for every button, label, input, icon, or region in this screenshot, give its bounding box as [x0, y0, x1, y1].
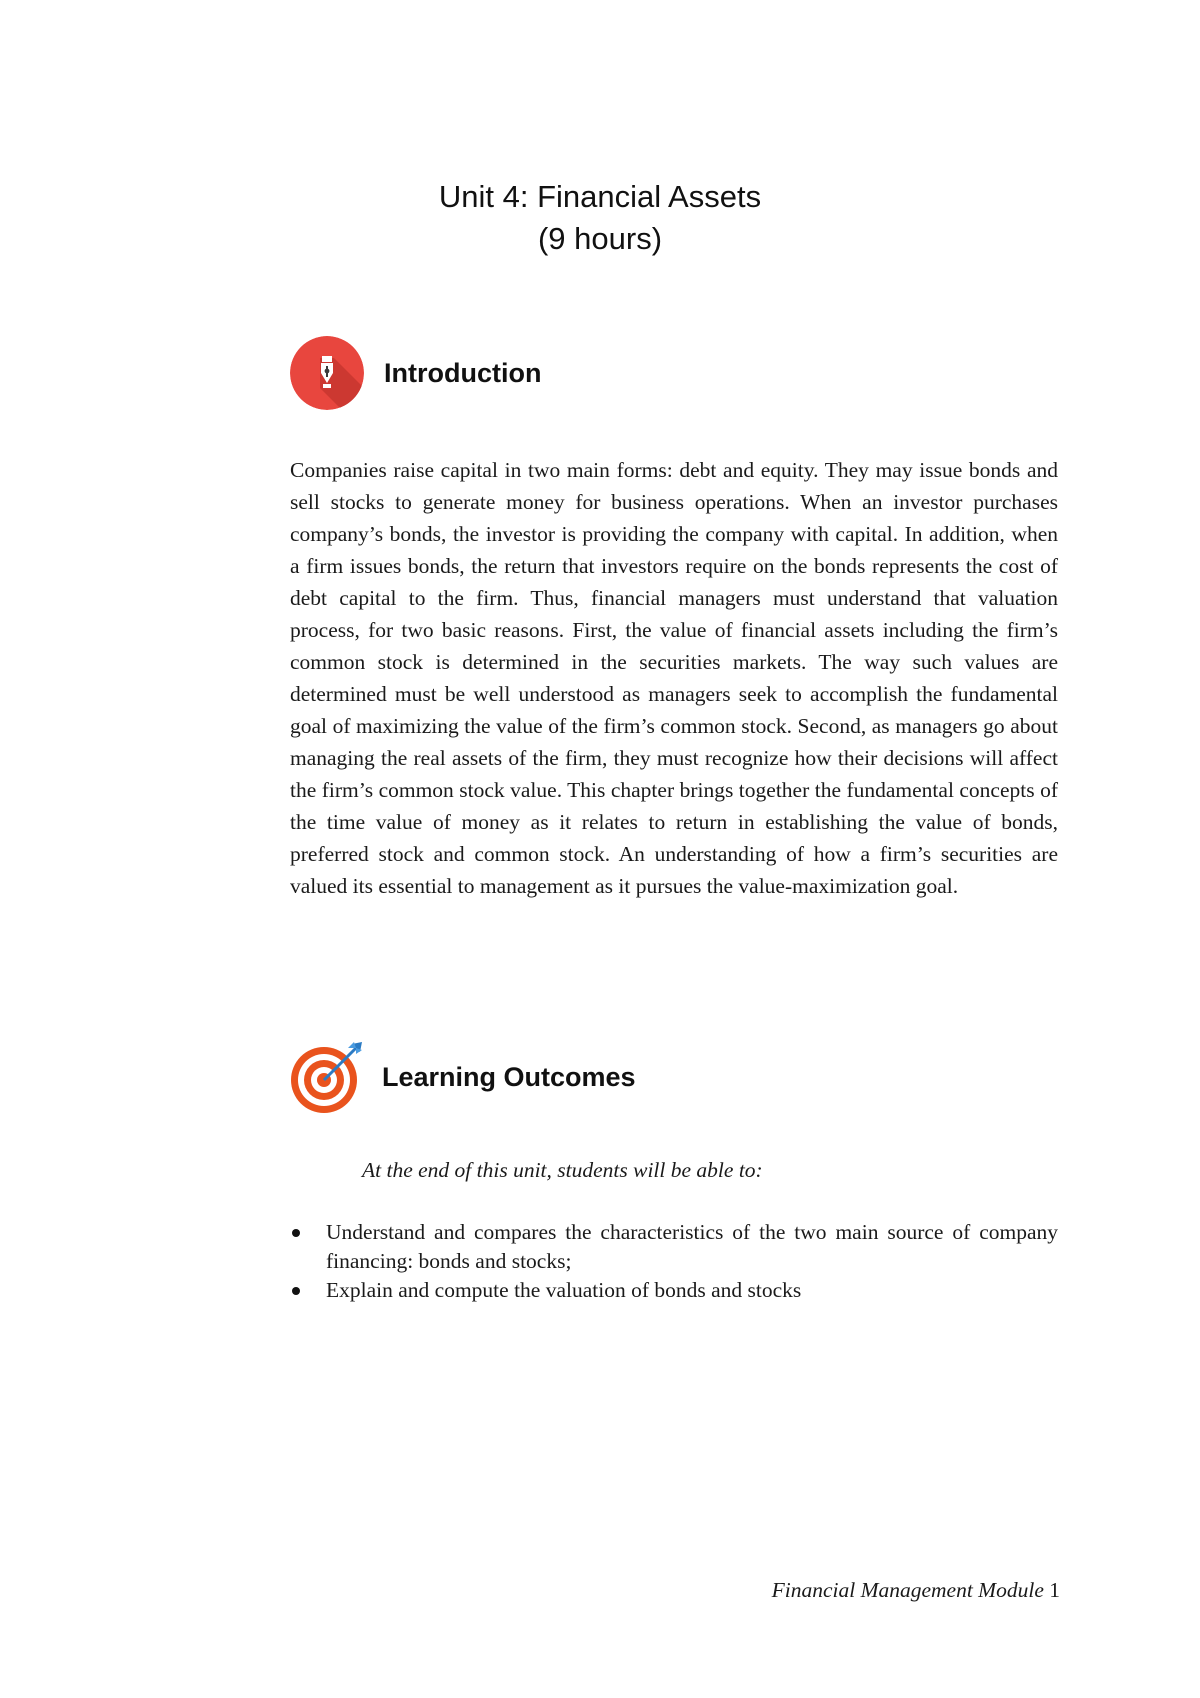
outcomes-lead-in: At the end of this unit, students will be able to:	[362, 1158, 763, 1182]
bullet-icon	[292, 1229, 300, 1237]
unit-title-block	[0, 176, 1200, 260]
footer-module-name: Financial Management Module	[771, 1578, 1044, 1602]
introduction-paragraph: Companies raise capital in two main forms: debt and equity. They may issue bonds and sell stocks to generate money for business operations. When an investor purchases company’s bonds, the investor is providing the company with capital. In addition, when a firm issues bonds, the return that investors require on the bonds represents the cost of debt capital to the firm. Thus, financial managers must understand that valuation process, for two basic reasons. First, the value of financial assets including the firm’s common stock is determined in the securities markets. The way such values are determined must be well understood as managers seek to accomplish the fundamental goal of maximizing the value of the firm’s common stock. Second, as managers go about managing the real assets of the firm, they must recognize how their decisions will affect the firm’s common stock value. This chapter brings together the fundamental concepts of the time value of money as it relates to return in establishing the value of bonds, preferred stock and common stock. An understanding of how a firm’s securities are valued its essential to management as it pursues the value-maximization goal.	[290, 458, 1058, 898]
pen-nib-icon	[290, 336, 364, 410]
list-item	[290, 1218, 1058, 1276]
page-number: 1	[1049, 1578, 1060, 1602]
bullet-icon	[292, 1287, 300, 1295]
introduction-title: Introduction	[384, 357, 542, 388]
introduction-heading	[290, 336, 541, 410]
list-item	[290, 1276, 1058, 1305]
page-footer	[772, 1578, 1060, 1603]
target-icon-graphic	[290, 1040, 364, 1114]
target-icon	[290, 1040, 364, 1114]
pen-nib-icon-graphic	[290, 336, 364, 410]
outcomes-list	[290, 1218, 1058, 1305]
unit-duration: (9 hours)	[537, 221, 663, 256]
learning-outcomes-heading	[290, 1040, 636, 1114]
outcome-text: Understand and compares the characteristics of the two main source of company financing: bonds and stocks;	[326, 1220, 1058, 1273]
learning-outcomes-title: Learning Outcomes	[382, 1061, 636, 1092]
outcome-text: Explain and compute the valuation of bonds and stocks	[326, 1278, 802, 1302]
unit-title: Unit 4: Financial Assets	[438, 179, 762, 214]
